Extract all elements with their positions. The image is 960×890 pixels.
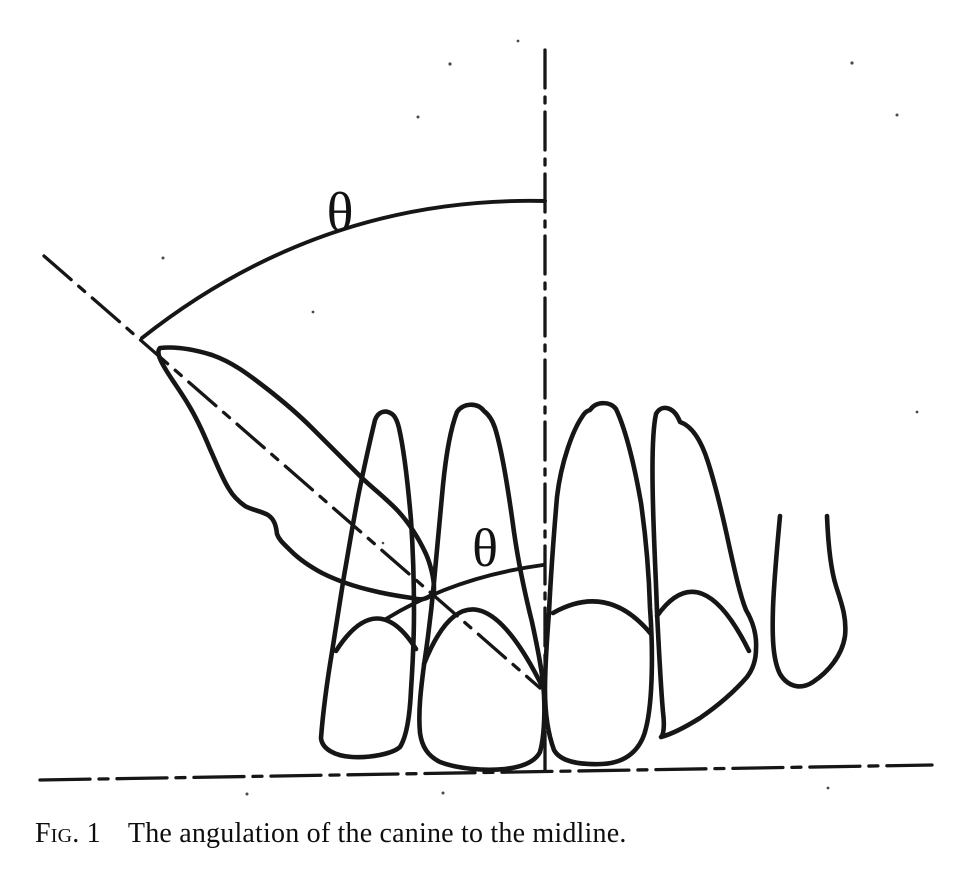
figure-caption [35,818,627,850]
scan-speck [162,257,165,260]
scan-speck [916,411,919,414]
scan-speck [517,40,520,43]
scan-speck [850,61,853,64]
scan-speck [417,116,420,119]
occlusal-baseline [40,765,932,780]
figure-number-label: Fig. 1 [35,818,101,849]
theta-label-lower: θ [472,518,498,578]
scan-speck [896,114,899,117]
scan-speck [448,62,451,65]
right-central-incisor-outline [419,405,544,770]
figure-caption-text: The angulation of the canine to the midline. [127,818,627,849]
left-lateral-incisor-gingival-margin [657,592,749,651]
partial-posterior-tooth-outline [773,516,846,686]
left-lateral-incisor-outline [652,408,756,737]
left-central-incisor-gingival-margin [553,601,651,634]
right-lateral-incisor-gingival-margin [336,618,416,651]
scan-speck [312,311,315,314]
scan-speck [246,793,249,796]
teeth-outlines [158,347,845,769]
angle-marks [142,182,545,619]
scan-speck [382,542,385,545]
left-central-incisor-outline [545,403,652,764]
scan-speck [442,792,445,795]
right-lateral-incisor-outline [321,412,414,758]
scan-speck [827,787,830,790]
theta-label-upper: θ [326,182,354,244]
canine-long-axis-line [44,256,540,688]
